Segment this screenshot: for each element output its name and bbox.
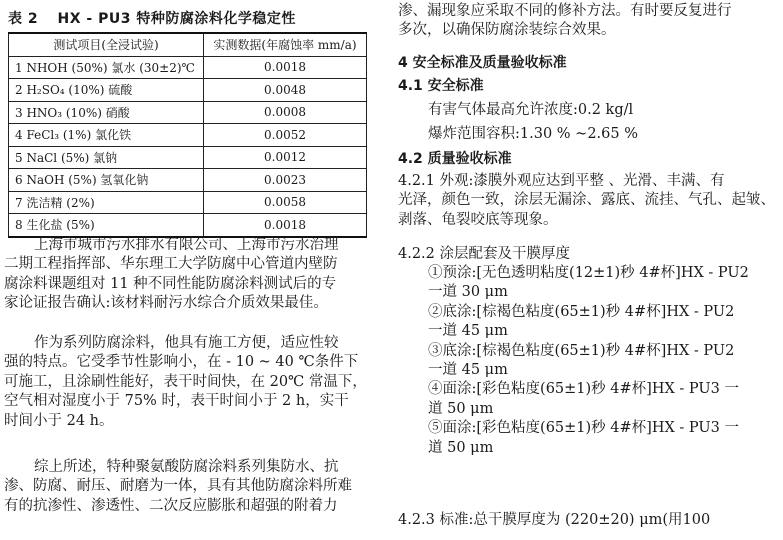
- text-line: 强的特点。它受季节性影响小，在 - 10 ~ 40 ℃条件下: [4, 354, 359, 371]
- table-row: [9, 191, 367, 214]
- table-row: [9, 79, 367, 102]
- section-4-2-2-heading: 4.2.2 涂层配套及干膜厚度: [398, 246, 571, 262]
- text-line: 上海市城市污水排水有限公司、上海市污水治理: [34, 237, 339, 253]
- coating-layers-list: [428, 264, 778, 458]
- row-item: 1 NHOH (50%) 氯水 (30±2)℃: [9, 56, 204, 79]
- paragraph-construction-features: [4, 334, 374, 431]
- row-item: 4 FeCl₃ (1%) 氯化铁: [9, 124, 204, 147]
- text-line: 二期工程指挥部、华东理工大学防腐中心管道内壁防: [4, 256, 338, 273]
- table-number: 表 2: [8, 11, 39, 27]
- text-line: 综上所述，特种聚氨酸防腐涂料系列集防水、抗: [34, 459, 339, 475]
- table-row: [9, 214, 367, 237]
- row-value: 0.0023: [204, 169, 367, 192]
- table-title: HX - PU3 特种防腐涂料化学稳定性: [57, 11, 296, 27]
- row-value: 0.0048: [204, 79, 367, 102]
- text-line: 空气相对湿度小于 75% 时，表干时间小于 2 h，实干: [4, 393, 349, 410]
- table-caption: [8, 8, 380, 28]
- coat-item: ⑤面涂:[彩色粘度(65±1)秒 4#杯]HX - PU3 一: [428, 420, 739, 437]
- text-line: 有的抗渗性、渗透性、二次反应膨胀和超强的附着力: [4, 497, 338, 514]
- text-line: 剥落、龟裂咬底等现象。: [398, 211, 558, 228]
- row-item: 5 NaCl (5%) 氯钠: [9, 146, 204, 169]
- row-item: 7 洗洁精 (2%): [9, 191, 204, 214]
- row-value: 0.0012: [204, 146, 367, 169]
- text-line: 4.2.1 外观:漆膜外观应达到平整 、光滑、丰满、有: [398, 173, 725, 189]
- row-value: 0.0018: [204, 214, 367, 237]
- table-row: [9, 56, 367, 79]
- coat-item: 一道 30 μm: [428, 284, 508, 301]
- row-item: 8 生化盐 (5%): [9, 214, 204, 237]
- table-header-row: [9, 33, 367, 56]
- chemical-stability-table: [8, 32, 367, 238]
- header-test-item: 测试项目(全浸试验): [9, 33, 204, 56]
- paragraph-expert-review: [4, 236, 374, 314]
- text-line: 家论证报告确认:该材料耐污水综合介质效果最佳。: [4, 295, 328, 312]
- header-measured-data: 实测数据(年腐蚀率 mm/a): [204, 33, 367, 56]
- text-line: 作为系列防腐涂料，他具有施工方便，适应性较: [34, 335, 339, 351]
- row-item: 6 NaOH (5%) 氢氧化钠: [9, 169, 204, 192]
- coat-item: 道 50 μm: [428, 439, 494, 456]
- text-line: 时间小于 24 h。: [4, 412, 114, 429]
- text-line: 可施工，且涂刷性能好，表干时间快，在 20℃ 常温下，: [4, 373, 367, 390]
- section-4-2-3-standard: 4.2.3 标准:总干膜厚度为 (220±20) μm(用100: [398, 512, 711, 528]
- section-4-heading: 4 安全标准及质量验收标准: [398, 55, 567, 71]
- table-row: [9, 101, 367, 124]
- row-value: 0.0018: [204, 56, 367, 79]
- coat-item: ③底涂:[棕褐色粘度(65±1)秒 4#杯]HX - PU2: [428, 342, 735, 359]
- paragraph-repair-methods: [398, 2, 778, 41]
- text-line: 渗、漏现象应采取不同的修补方法。有时要反复进行: [398, 3, 732, 19]
- coat-item: 一道 45 μm: [428, 362, 508, 379]
- coat-item: ④面涂:[彩色粘度(65±1)秒 4#杯]HX - PU3 一: [428, 381, 739, 398]
- section-4-2-heading: 4.2 质量验收标准: [398, 151, 512, 167]
- coat-item: 道 50 μm: [428, 400, 494, 417]
- row-item: 3 HNO₃ (10%) 硝酸: [9, 101, 204, 124]
- explosion-range: 爆炸范围容积:1.30 % ~2.65 %: [428, 126, 638, 142]
- table-row: [9, 169, 367, 192]
- section-4-1-heading: 4.1 安全标准: [398, 78, 484, 94]
- coat-item: ②底涂:[棕褐色粘度(65±1)秒 4#杯]HX - PU2: [428, 303, 735, 320]
- text-line: 腐涂料课题组对 11 种不同性能防腐涂料测试后的专: [4, 275, 337, 292]
- row-value: 0.0052: [204, 124, 367, 147]
- table-row: [9, 124, 367, 147]
- table-row: [9, 146, 367, 169]
- max-gas-concentration: 有害气体最高允许浓度:0.2 kg/l: [428, 102, 634, 118]
- paragraph-summary: [4, 458, 374, 516]
- coat-item: ①预涂:[无色透明粘度(12±1)秒 4#杯]HX - PU2: [428, 265, 749, 281]
- text-line: 多次，以确保防腐涂装综合效果。: [398, 22, 616, 39]
- coat-item: 一道 45 μm: [428, 323, 508, 340]
- row-value: 0.0008: [204, 101, 367, 124]
- text-line: 光泽，颜色一致，涂层无漏涂、露底、流挂、气孔、起皱、: [398, 192, 775, 209]
- section-4-2-1-appearance: [398, 172, 778, 230]
- row-item: 2 H₂SO₄ (10%) 硫酸: [9, 79, 204, 102]
- text-line: 渗、防腐、耐压、耐磨为一体，具有其他防腐涂料所难: [4, 478, 352, 495]
- row-value: 0.0058: [204, 191, 367, 214]
